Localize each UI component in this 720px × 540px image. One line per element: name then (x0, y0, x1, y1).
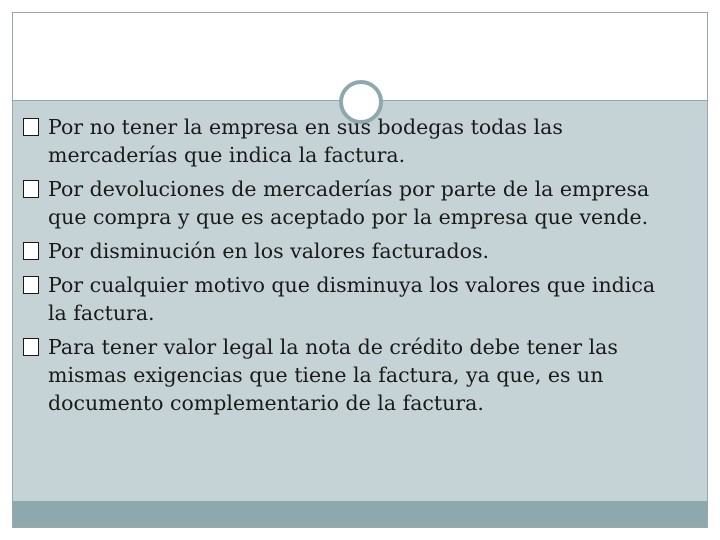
bullet-box-icon (23, 180, 39, 198)
bullet-text: Por disminución en los valores facturados. (48, 239, 490, 263)
list-item (19, 237, 679, 265)
list-item (19, 113, 679, 169)
bullet-box-icon (23, 338, 39, 356)
list-item (19, 175, 679, 231)
bullet-text: Por no tener la empresa en sus bodegas todas las mercaderías que indica la factura. (48, 115, 563, 167)
list-item (19, 333, 679, 417)
bullet-text: Por cualquier motivo que disminuya los valores que indica la factura. (48, 273, 656, 325)
slide-footer-bar (13, 501, 707, 527)
bullet-text: Para tener valor legal la nota de crédito debe tener las mismas exigencias que tiene la factura, ya que, es un documento complementario de la factura. (48, 335, 618, 415)
bullet-box-icon (23, 276, 39, 294)
list-item (19, 271, 679, 327)
bullet-box-icon (23, 242, 39, 260)
bullet-text: Por devoluciones de mercaderías por parte de la empresa que compra y que es aceptado por la empresa que vende. (48, 177, 650, 229)
bullet-list (19, 113, 679, 423)
bullet-box-icon (23, 118, 39, 136)
